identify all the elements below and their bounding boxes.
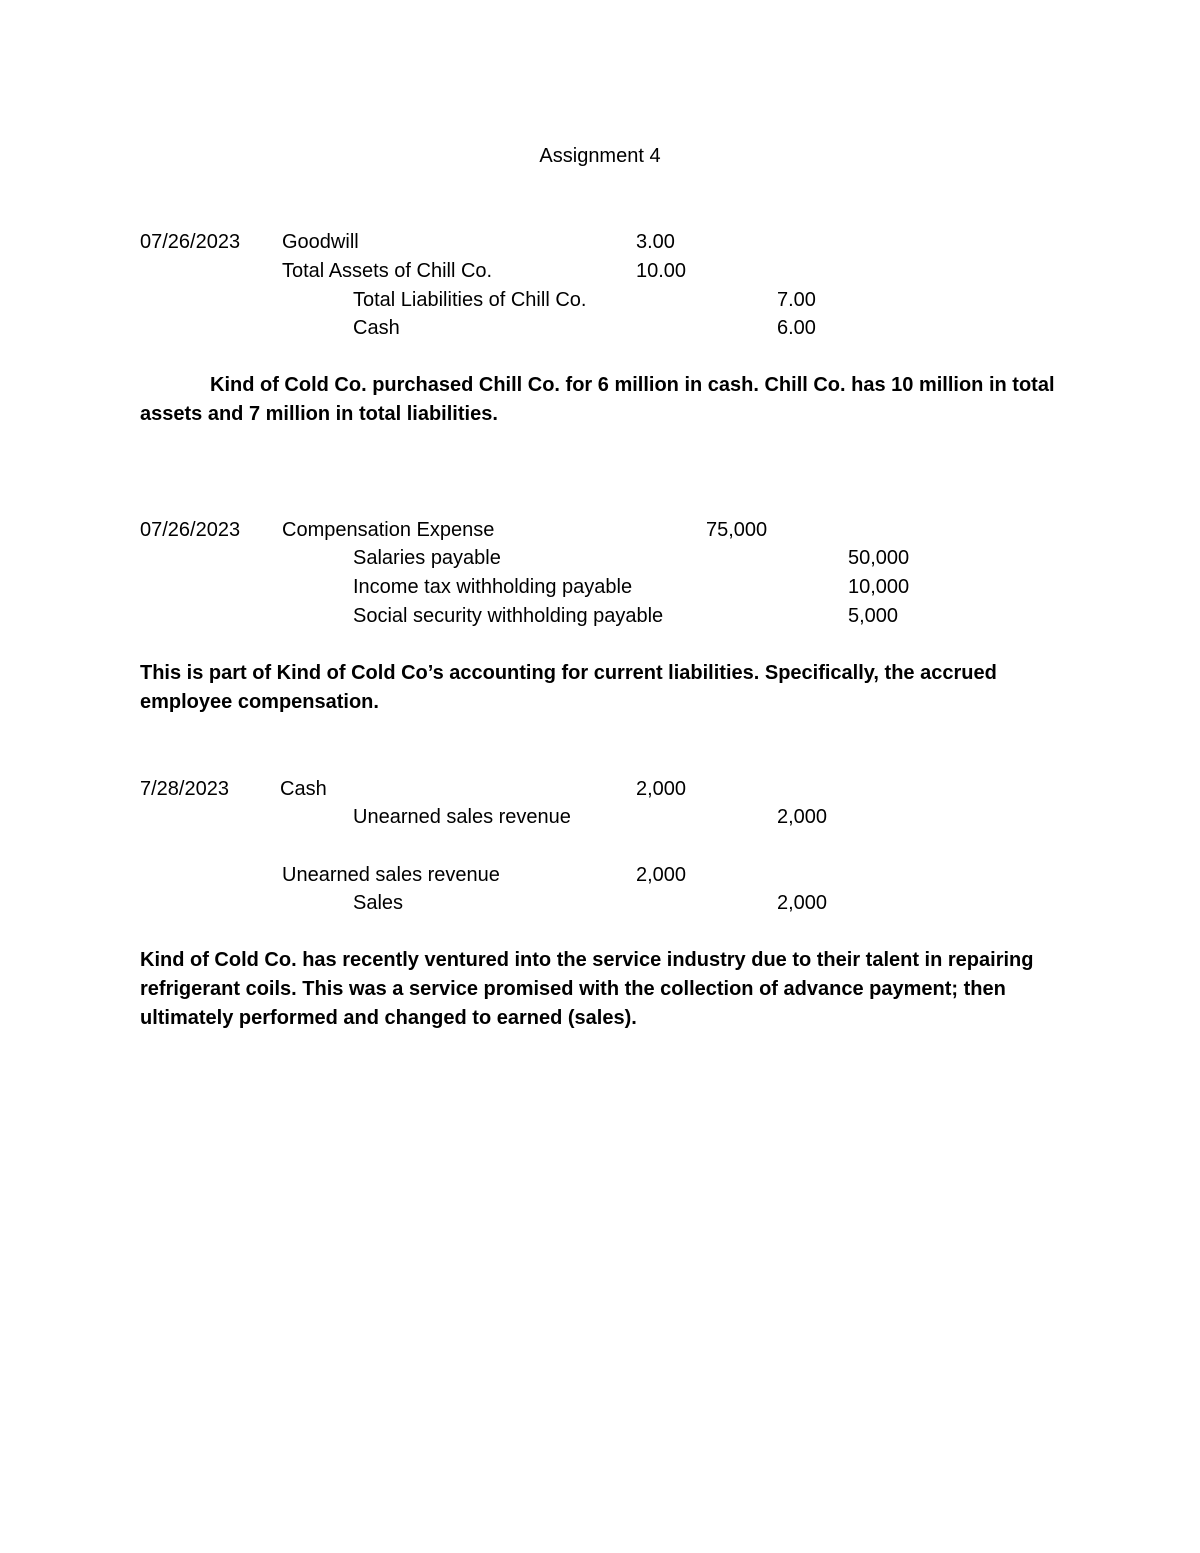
credit-account: Total Liabilities of Chill Co.: [353, 289, 587, 311]
entry-explanation: Kind of Cold Co. has recently ventured into the service industry due to their talent in repairing refrigerant coils. This was a service promised with the collection of advance payment; then ultimately performed and changed to earned (sales).: [140, 949, 1034, 1029]
credit-account: Social security withholding payable: [353, 605, 664, 627]
debit-amount: 10.00: [636, 260, 687, 282]
debit-amount: 2,000: [636, 864, 687, 886]
document-title: Assignment 4: [539, 145, 661, 167]
entry-date: 7/28/2023: [140, 778, 229, 800]
credit-account: Unearned sales revenue: [353, 806, 571, 828]
credit-account: Income tax withholding payable: [353, 576, 633, 598]
debit-account: Compensation Expense: [282, 519, 495, 541]
entry-explanation: Kind of Cold Co. purchased Chill Co. for 6 million in cash. Chill Co. has 10 million in total assets and 7 million in total liabilities.: [140, 374, 1055, 425]
credit-amount: 50,000: [848, 547, 910, 569]
credit-amount: 10,000: [848, 576, 910, 598]
credit-account: Sales: [353, 892, 404, 914]
credit-amount: 7.00: [777, 289, 816, 311]
debit-amount: 2,000: [636, 778, 687, 800]
credit-account: Cash: [353, 317, 400, 339]
entry-date: 07/26/2023: [140, 519, 241, 541]
credit-amount: 5,000: [848, 605, 899, 627]
debit-amount: 75,000: [706, 519, 768, 541]
credit-amount: 2,000: [777, 892, 828, 914]
entry-date: 07/26/2023: [140, 231, 241, 253]
debit-amount: 3.00: [636, 231, 675, 253]
credit-amount: 2,000: [777, 806, 828, 828]
debit-account: Unearned sales revenue: [282, 864, 500, 886]
credit-account: Salaries payable: [353, 547, 501, 569]
entry-explanation: This is part of Kind of Cold Co’s accounting for current liabilities. Specifically, the accrued employee compensation.: [140, 662, 997, 713]
debit-account: Cash: [280, 778, 327, 800]
debit-account: Total Assets of Chill Co.: [282, 260, 493, 282]
debit-account: Goodwill: [282, 231, 359, 253]
credit-amount: 6.00: [777, 317, 816, 339]
